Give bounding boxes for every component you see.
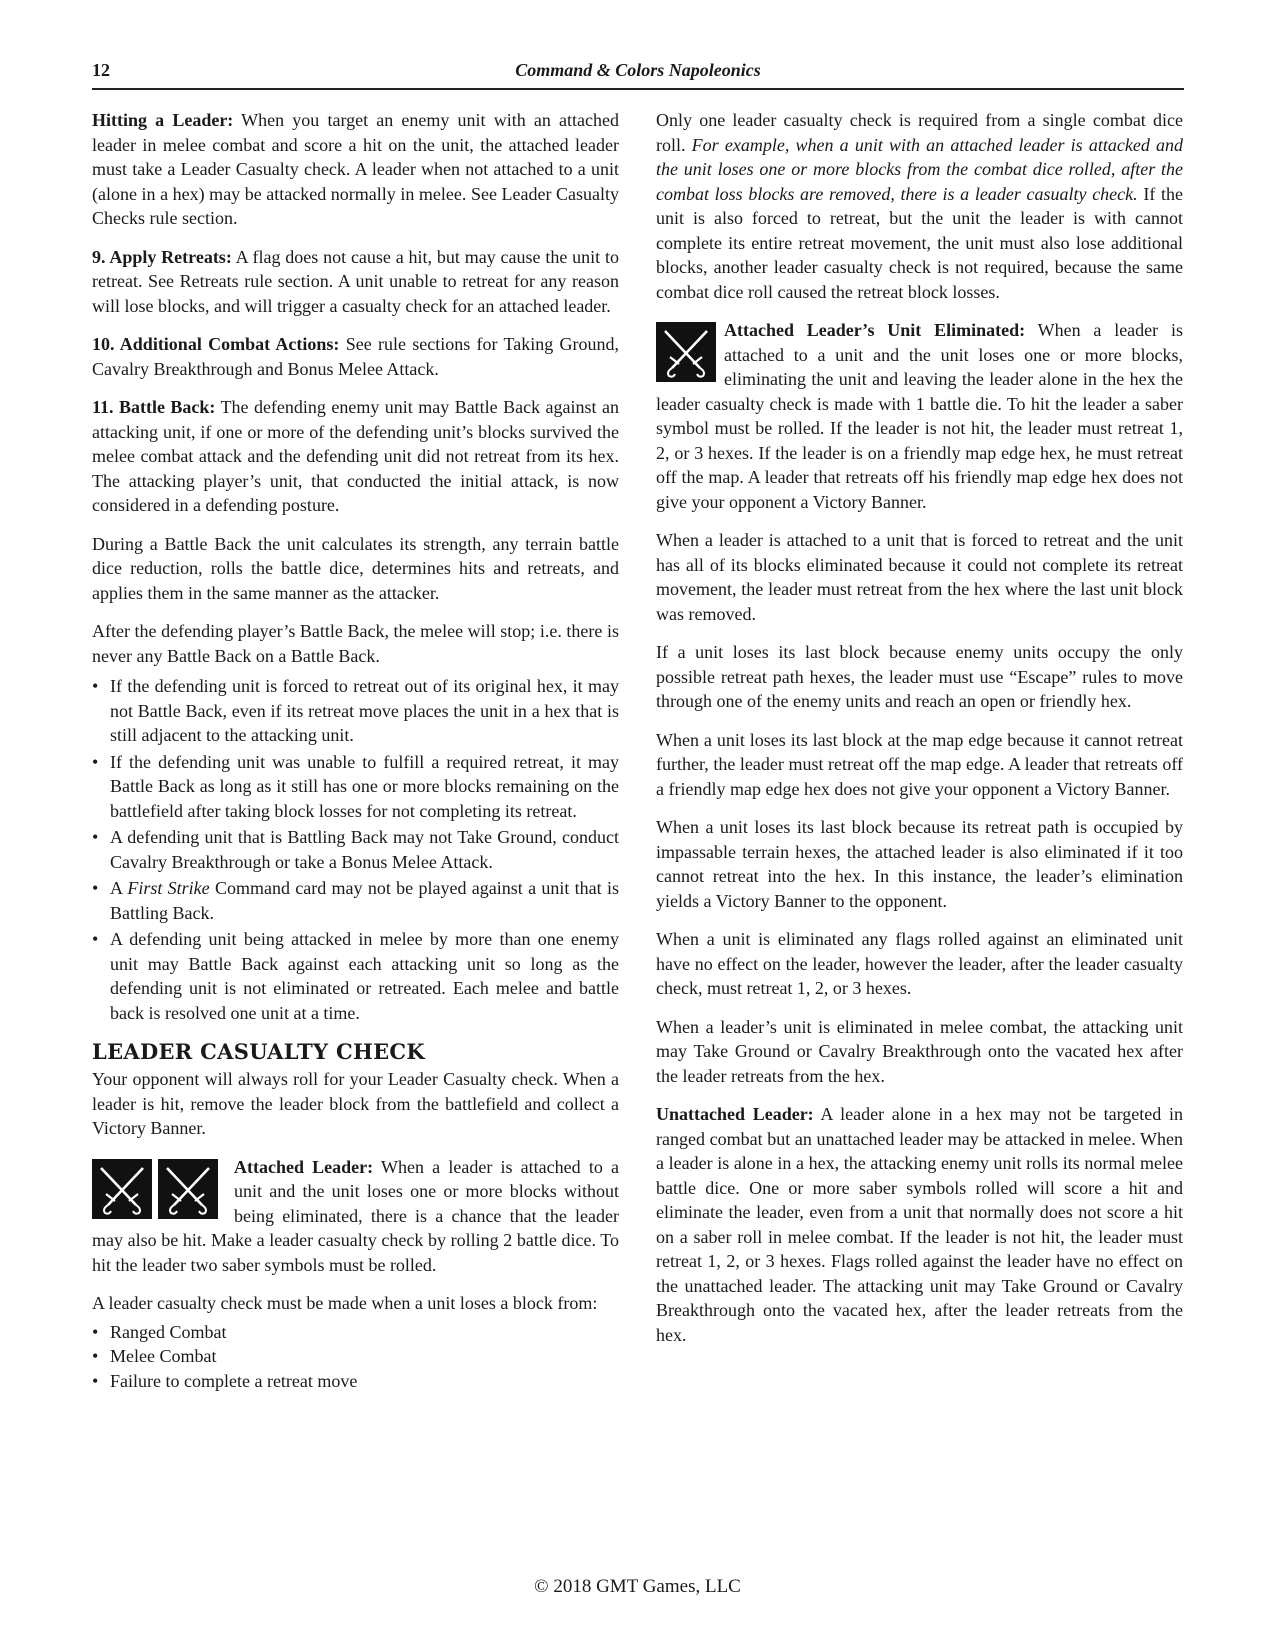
- page-header: [92, 58, 1184, 90]
- copyright-footer: © 2018 GMT Games, LLC: [534, 1576, 741, 1597]
- battle-back-heading: 11. Battle Back:: [92, 397, 216, 417]
- attached-leader-heading: Attached Leader:: [234, 1156, 374, 1177]
- running-title: Command & Colors Napoleonics: [515, 60, 761, 80]
- section-intro: Your opponent will always roll for your Leader Casualty check. When a leader is hit, remove the leader block from the battlefield and collect a Victory Banner.: [92, 1069, 619, 1138]
- list-item: • A defending unit being attacked in melee by more than one enemy unit may Battle Back against each attacking unit so long as the defending unit is not eliminated or retreated. Each melee and battle back is resolved one unit at a time.: [92, 927, 619, 1025]
- apply-retreats-heading: 9. Apply Retreats:: [92, 246, 232, 267]
- battle-back-paragraph: 11. Battle Back: The defending enemy unit may Battle Back against an attacking unit, if one or more of the defending unit’s blocks survived the melee combat attack and the defending unit did not retreat from its hex. The attacking player’s unit, that conducted the initial attack, is now considered in a defending posture.: [92, 397, 619, 515]
- paragraph: When a leader is attached to a unit that is forced to retreat and the unit has all of its blocks eliminated because it could not complete its retreat movement, the leader must retreat from the hex where the last unit block was removed.: [656, 530, 1183, 624]
- attached-leader-paragraph: Attached Leader: When a leader is attached to a unit and the unit loses one or more blocks without being eliminated, there is a chance that the leader may also be hit. Make a leader casualty check by rolling 2 battle dice. To hit the leader two saber symbols must be rolled.: [92, 1156, 620, 1275]
- apply-retreats-paragraph: 9. Apply Retreats: A flag does not cause a hit, but may cause the unit to retreat. See Retreats rule section. A unit unable to retreat for any reason will lose blocks, and will trigger a casualty check for an attached leader.: [92, 246, 619, 316]
- hitting-leader-heading: Hitting a Leader:: [92, 110, 234, 130]
- unattached-leader-heading: Unattached Leader:: [656, 1104, 814, 1124]
- additional-actions-paragraph: 10. Additional Combat Actions: See rule sections for Taking Ground, Cavalry Breakthrough and Bonus Melee Attack.: [92, 334, 619, 379]
- list-item: • Melee Combat: [92, 1344, 619, 1369]
- list-item: • If the defending unit is forced to retreat out of its original hex, it may not Battle Back, even if its retreat move places the unit in a hex that is still adjacent to the attacking unit.: [92, 674, 619, 748]
- paragraph: When a unit is eliminated any flags rolled against an eliminated unit have no effect on the leader, however the leader, after the leader casualty check, must retreat 1, 2, or 3 hexes.: [656, 929, 1183, 998]
- left-column: [92, 108, 619, 1403]
- unit-eliminated-paragraph: Attached Leader’s Unit Eliminated: When a leader is attached to a unit and the unit loses one or more blocks, eliminating the unit and leaving the leader alone in the hex the leader casualty check is made with 1 battle die. To hit the leader a saber symbol must be rolled. If the leader is not hit, the leader must retreat 1, 2, or 3 hexes. If the leader is on a friendly map edge hex, he must retreat off the map. A leader that retreats off his friendly map edge hex does not give your opponent a Victory Banner.: [656, 320, 1183, 512]
- page-number: 12: [92, 60, 110, 80]
- battle-back-bullets: [92, 674, 619, 1025]
- battle-back-paragraph-2: During a Battle Back the unit calculates its strength, any terrain battle dice reduction, rolls the battle dice, determines hits and retreats, and applies them in the same manner as the attacker.: [92, 533, 619, 603]
- section-heading: LEADER CASUALTY CHECK: [92, 1039, 425, 1064]
- paragraph: When a unit loses its last block at the map edge because it cannot retreat further, the leader must retreat off the map edge. A leader that retreats off a friendly map edge hex does not give your opponent a Victory Banner.: [656, 729, 1183, 799]
- paragraph: When a unit loses its last block because its retreat path is occupied by impassable terrain hexes, the attached leader is also eliminated if it too cannot retreat into the hex. In this instance, the leader’s elimination yields a Victory Banner to the opponent.: [656, 817, 1183, 911]
- additional-actions-heading: 10. Additional Combat Actions:: [92, 334, 340, 354]
- list-item: • A defending unit that is Battling Back may not Take Ground, conduct Cavalry Breakthrough or take a Bonus Melee Attack.: [92, 825, 619, 874]
- list-item: • If the defending unit was unable to fulfill a required retreat, it may Battle Back as long as it still has one or more blocks remaining on the battlefield after taking block losses for not completing its retreat.: [92, 750, 619, 824]
- hitting-leader-paragraph: Hitting a Leader: When you target an enemy unit with an attached leader in melee combat and score a hit on the unit, the attached leader must take a Leader Casualty check. A leader when not attached to a unit (alone in a hex) may be attacked normally in melee. See Leader Casualty Checks rule section.: [92, 110, 619, 228]
- crossed-sabers-icon: [656, 322, 716, 382]
- unit-eliminated-heading: Attached Leader’s Unit Eliminated:: [724, 320, 1026, 340]
- paragraph: If a unit loses its last block because enemy units occupy the only possible retreat path hexes, the leader must use “Escape” rules to move through one of the enemy units and reach an open or friendly hex.: [656, 642, 1183, 711]
- crossed-sabers-icon: [158, 1159, 218, 1219]
- check-list: [92, 1320, 619, 1394]
- list-item: • Failure to complete a retreat move: [92, 1369, 619, 1394]
- list-item: • Ranged Combat: [92, 1320, 619, 1345]
- battle-back-paragraph-3: After the defending player’s Battle Back, the melee will stop; i.e. there is never any Battle Back on a Battle Back.: [92, 621, 619, 666]
- two-sabers-icon-group: [92, 1159, 224, 1219]
- single-roll-paragraph: Only one leader casualty check is required from a single combat dice roll. For example, when a unit with an attached leader is attacked and the unit loses one or more blocks from the combat dice rolled, after the combat loss blocks are removed, there is a leader casualty check. If the unit is also forced to retreat, but the unit the leader is with cannot complete its entire retreat movement, the unit must also lose additional blocks, another leader casualty check is not required, because the same combat dice roll caused the retreat block losses.: [656, 110, 1183, 302]
- right-column: [656, 108, 1183, 1361]
- list-item: • A First Strike Command card may not be played against a unit that is Battling Back.: [92, 876, 619, 925]
- unattached-leader-paragraph: Unattached Leader: A leader alone in a hex may not be targeted in ranged combat but an unattached leader may be attacked in melee. When a leader is alone in a hex, the attacking enemy unit rolls its normal melee battle dice. One or more saber symbols rolled will score a hit and eliminate the leader, even from a unit that normally does not score a hit on a saber roll in melee combat. If the leader is not hit, the leader must retreat 1, 2, or 3 hexes. Flags rolled against the leader have no effect on the unattached leader. The attacking unit may Take Ground or Cavalry Breakthrough onto the vacated hex, after the leader retreats from the hex.: [656, 1104, 1183, 1345]
- paragraph: When a leader’s unit is eliminated in melee combat, the attacking unit may Take Ground or Cavalry Breakthrough onto the vacated hex after the leader retreats from the hex.: [656, 1016, 1183, 1086]
- check-intro: A leader casualty check must be made when a unit loses a block from:: [92, 1293, 598, 1313]
- crossed-sabers-icon: [92, 1159, 152, 1219]
